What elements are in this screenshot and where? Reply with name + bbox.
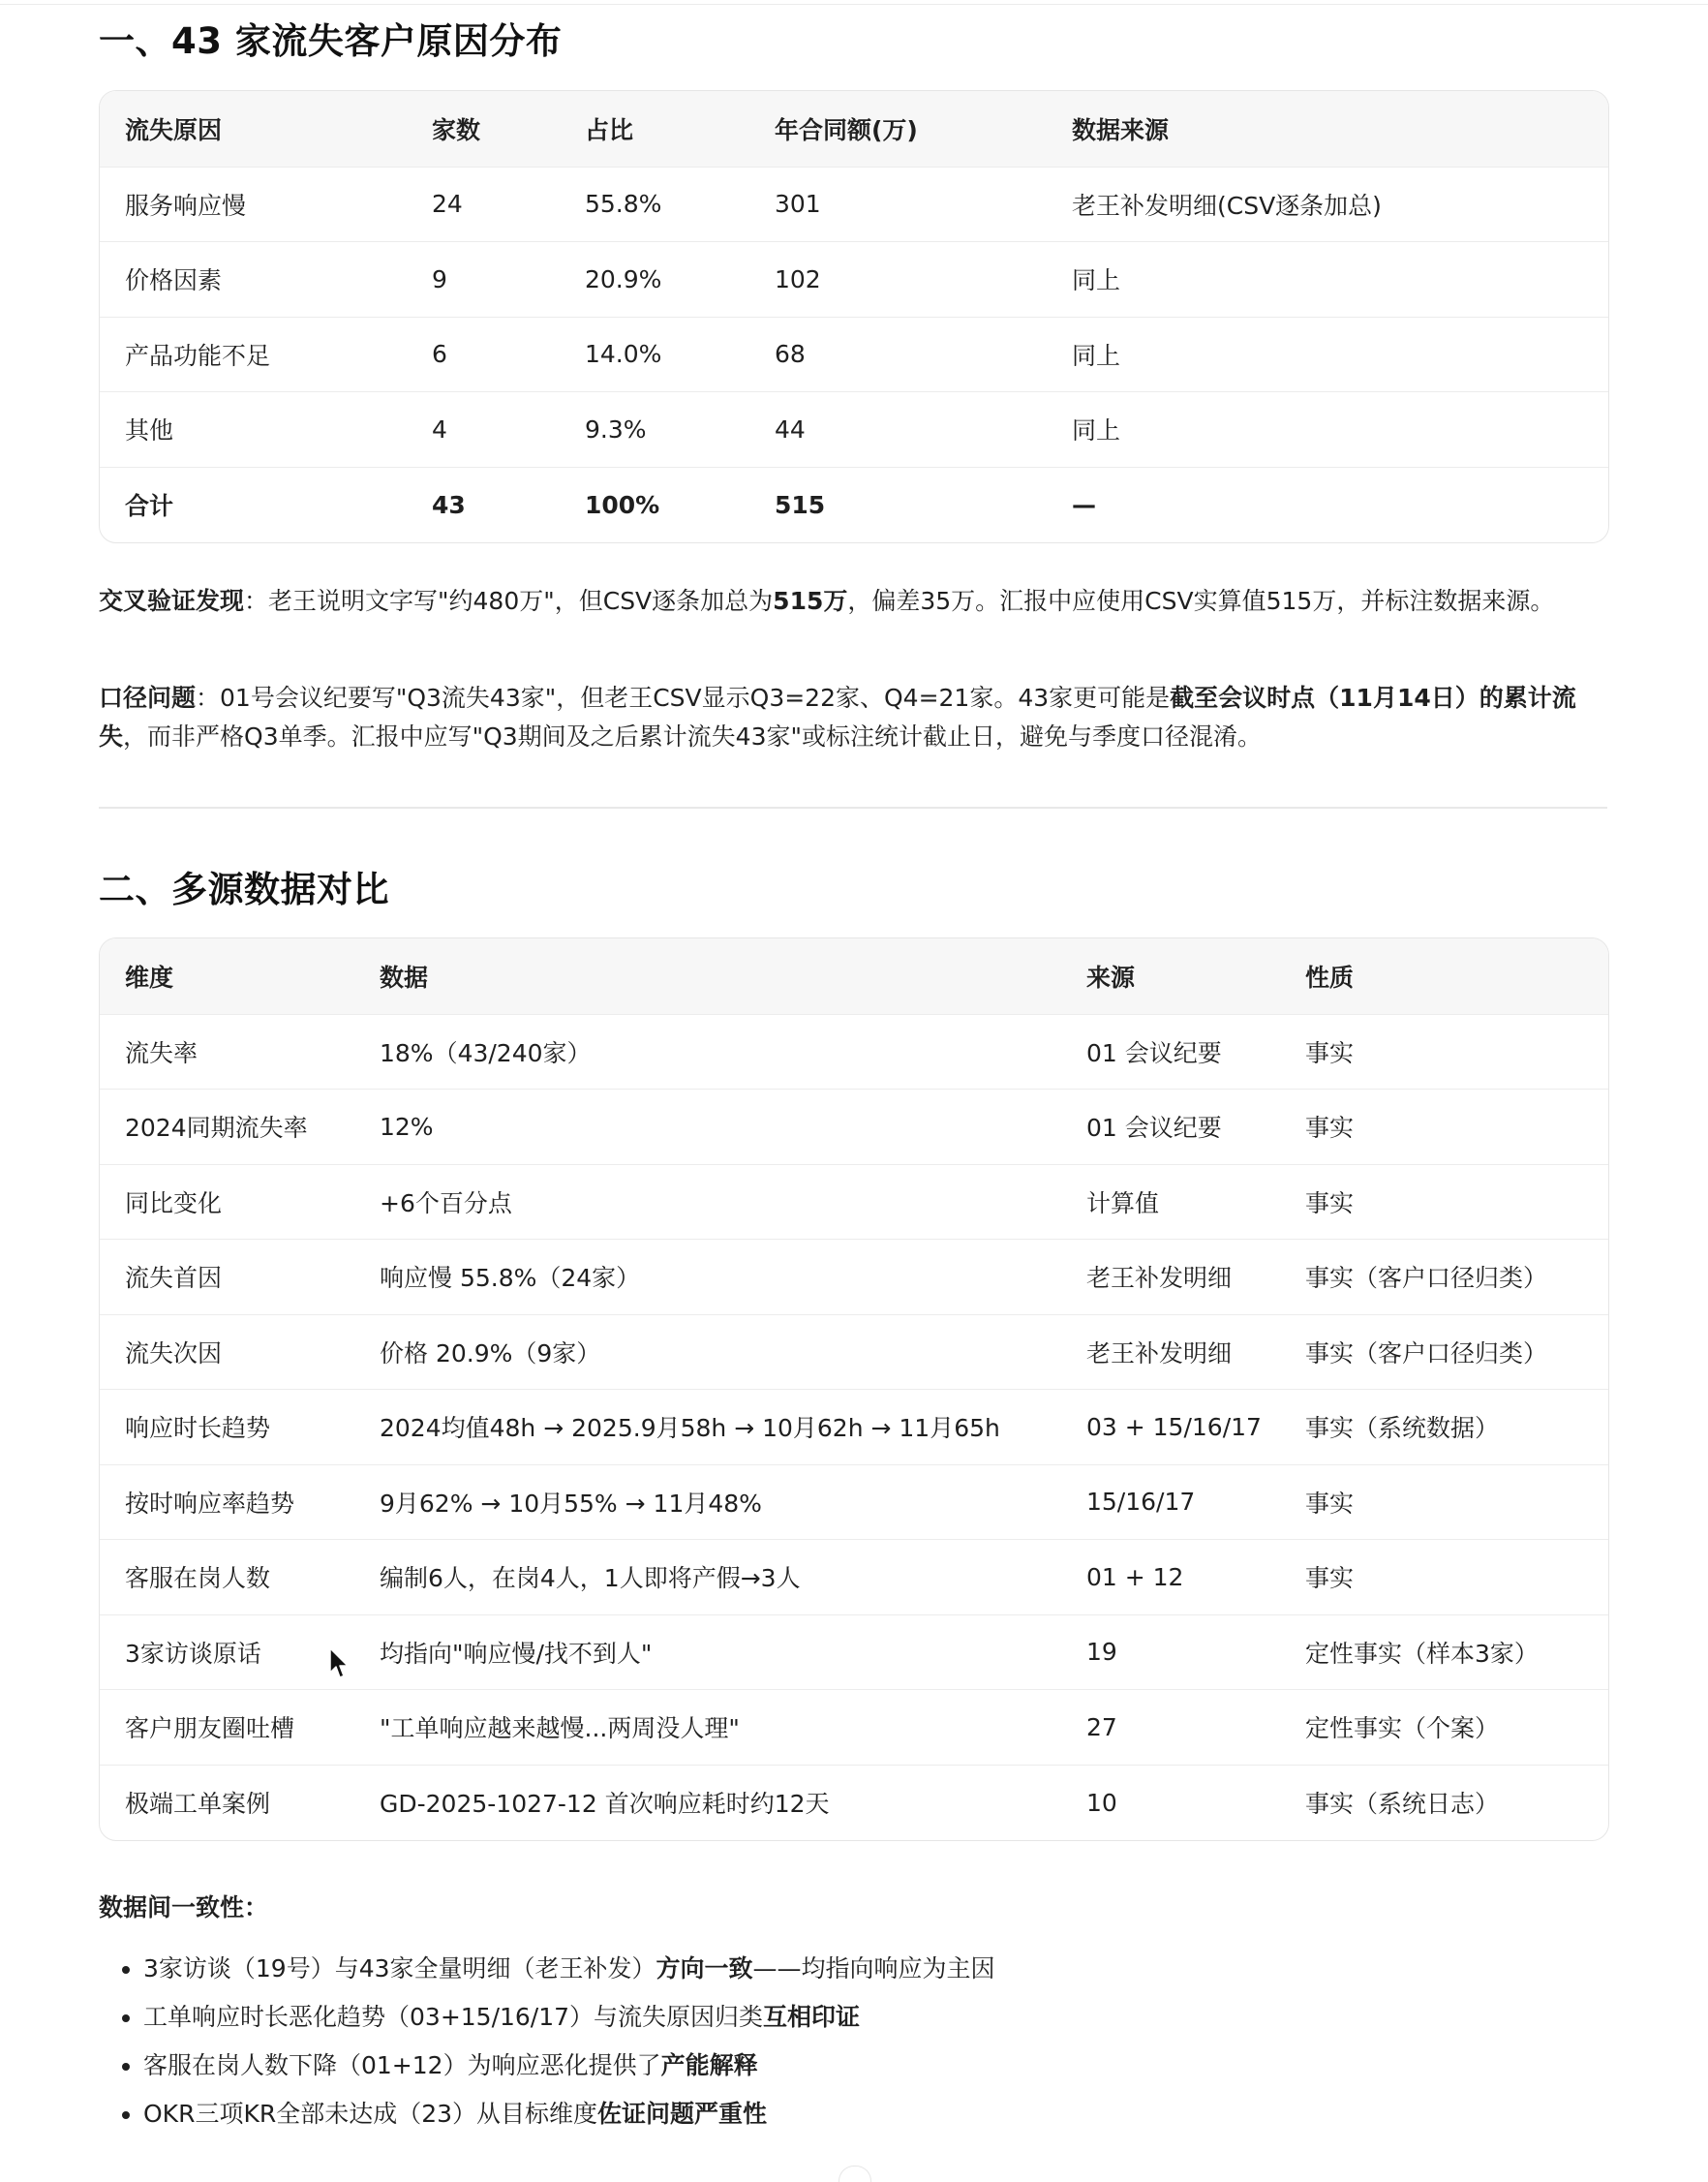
table-cell: 均指向"响应慢/找不到人" [354, 1614, 1061, 1690]
table-cell: 老王补发明细(CSV逐条加总) [1047, 167, 1608, 242]
table-cell: 同上 [1047, 242, 1608, 318]
table-cell: 极端工单案例 [125, 1790, 271, 1818]
header-cell: 流失原因 [100, 91, 407, 167]
header-cell: 数据来源 [1047, 91, 1608, 167]
table-cell: 01 + 12 [1061, 1540, 1280, 1615]
header-cell: 来源 [1061, 938, 1280, 1014]
paragraph-text: ，而非严格Q3单季。汇报中应写"Q3期间及之后累计流失43家"或标注统计截止日，避免与季度口径混淆。 [123, 722, 1262, 751]
list-item [143, 1945, 995, 1993]
table-cell: +6个百分点 [354, 1164, 1061, 1240]
table-cell: 价格因素 [100, 242, 407, 318]
list-item-emphasis: 互相印证 [763, 2003, 861, 2031]
list-item-text: 3家访谈（19号）与43家全量明细（老王补发） [143, 1954, 656, 1982]
paragraph-label: 口径问题 [99, 684, 197, 712]
section2-title: 二、多源数据对比 [99, 869, 389, 910]
table-cell: 流失次因 [100, 1314, 354, 1390]
table-row [100, 1464, 1608, 1540]
scroll-indicator[interactable] [839, 2166, 871, 2182]
list-item-text: 客服在岗人数下降（01+12）为响应恶化提供了 [143, 2051, 661, 2079]
table-row [100, 1390, 1608, 1465]
table-cell: 9.3% [560, 392, 749, 468]
table-row [100, 1614, 1608, 1690]
table-cell: 价格 20.9%（9家） [354, 1314, 1061, 1390]
table-cell: 编制6人，在岗4人，1人即将产假→3人 [354, 1540, 1061, 1615]
table-cell: 15/16/17 [1061, 1464, 1280, 1540]
list-item [143, 2090, 995, 2138]
table-cell: 01 会议纪要 [1061, 1090, 1280, 1165]
table-row [100, 1014, 1608, 1090]
table-cell: 515 [775, 490, 826, 519]
table-cell: 9月62% → 10月55% → 11月48% [354, 1464, 1061, 1540]
paragraph-emphasis: 515万 [773, 587, 848, 615]
table-row [100, 1540, 1608, 1615]
table-cell: 其他 [100, 392, 407, 468]
header-cell: 性质 [1280, 938, 1608, 1014]
table-cell: 响应时长趋势 [100, 1390, 354, 1465]
section-divider [99, 807, 1607, 809]
list-item [143, 2042, 995, 2090]
table-cell: — [1072, 490, 1096, 519]
table-row [100, 1314, 1608, 1390]
table-cell: 43 [432, 490, 466, 519]
table-cell: 流失率 [100, 1014, 354, 1090]
table-cell: 事实（客户口径归类） [1280, 1240, 1608, 1315]
consistency-title: 数据间一致性： [99, 1893, 269, 1921]
table-cell: 合计 [125, 492, 174, 520]
table-cell: 01 会议纪要 [1061, 1014, 1280, 1090]
table-cell: 客户朋友圈吐槽 [100, 1690, 354, 1766]
table-header-row [100, 938, 1608, 1014]
table-cell: 27 [1061, 1690, 1280, 1766]
header-cell: 家数 [407, 91, 560, 167]
table-cell: 301 [749, 167, 1047, 242]
consistency-list [99, 1945, 995, 2138]
list-item [143, 1993, 995, 2042]
paragraph-text: ：老王说明文字写"约480万"，但CSV逐条加总为 [244, 587, 774, 615]
list-item-text: 工单响应时长恶化趋势（03+15/16/17）与流失原因归类 [143, 2003, 764, 2031]
section1-title: 一、43 家流失客户原因分布 [99, 20, 563, 62]
table-cell: 事实 [1280, 1464, 1608, 1540]
table-cell: 事实 [1280, 1164, 1608, 1240]
paragraph-text: ，偏差35万。汇报中应使用CSV实算值515万，并标注数据来源。 [847, 587, 1555, 615]
list-item-text: ——均指向响应为主因 [752, 1954, 995, 1982]
table-cell: 55.8% [560, 167, 749, 242]
table-cell: 24 [407, 167, 560, 242]
table-cell: 计算值 [1061, 1164, 1280, 1240]
table-row [100, 167, 1608, 242]
table-cell: 44 [749, 392, 1047, 468]
table-cell: 100% [585, 490, 660, 519]
table-cell: 定性事实（样本3家） [1280, 1614, 1608, 1690]
table-cell: 12% [354, 1090, 1061, 1165]
list-item-emphasis: 方向一致 [656, 1954, 753, 1982]
table-cell: 产品功能不足 [100, 317, 407, 392]
table-cell: 事实（系统数据） [1280, 1390, 1608, 1465]
table-cell: "工单响应越来越慢...两周没人理" [354, 1690, 1061, 1766]
table-cell: 事实 [1280, 1540, 1608, 1615]
scope-issue-paragraph [99, 679, 1609, 756]
header-cell: 占比 [560, 91, 749, 167]
table-cell: 同上 [1047, 317, 1608, 392]
table-cell: 03 + 15/16/17 [1061, 1390, 1280, 1465]
table-header-row [100, 91, 1608, 167]
header-cell: 数据 [354, 938, 1061, 1014]
table-cell: 18%（43/240家） [354, 1014, 1061, 1090]
table-cell: 老王补发明细 [1061, 1240, 1280, 1315]
table-cell: 事实 [1280, 1014, 1608, 1090]
table-cell: 服务响应慢 [100, 167, 407, 242]
table-cell: 事实（客户口径归类） [1280, 1314, 1608, 1390]
list-item-text: OKR三项KR全部未达成（23）从目标维度 [143, 2100, 598, 2128]
table-cell: 102 [749, 242, 1047, 318]
paragraph-text: ：01号会议纪要写"Q3流失43家"，但老王CSV显示Q3=22家、Q4=21家。43家更可能是 [196, 684, 1171, 712]
table-cell: 响应慢 55.8%（24家） [354, 1240, 1061, 1315]
header-cell: 年合同额(万) [749, 91, 1047, 167]
paragraph-label: 交叉验证发现 [99, 587, 245, 615]
table-cell: 流失首因 [100, 1240, 354, 1315]
table-row [100, 1240, 1608, 1315]
table-row [100, 242, 1608, 318]
header-cell: 维度 [100, 938, 354, 1014]
cross-validation-paragraph [99, 582, 1609, 621]
table-row [100, 317, 1608, 392]
table-cell: 客服在岗人数 [100, 1540, 354, 1615]
table-cell: 6 [407, 317, 560, 392]
table-cell: 按时响应率趋势 [100, 1464, 354, 1540]
table-row [100, 1765, 1608, 1840]
table-cell: 20.9% [560, 242, 749, 318]
table-row [100, 1690, 1608, 1766]
top-divider [0, 4, 1708, 5]
table-row [100, 1090, 1608, 1165]
table-cell: 2024同期流失率 [100, 1090, 354, 1165]
mouse-cursor-icon [329, 1647, 351, 1680]
table-cell: 9 [407, 242, 560, 318]
table-cell: 老王补发明细 [1061, 1314, 1280, 1390]
list-item-emphasis: 佐证问题严重性 [597, 2100, 768, 2128]
table-cell: 10 [1086, 1788, 1117, 1817]
table-total-row [100, 467, 1608, 542]
table-cell: GD-2025-1027-12 首次响应耗时约12天 [380, 1790, 830, 1818]
table-cell: 68 [749, 317, 1047, 392]
table-cell: 同上 [1047, 392, 1608, 468]
multi-source-table [99, 937, 1609, 1841]
table-cell: 14.0% [560, 317, 749, 392]
table-cell: 定性事实（个案） [1280, 1690, 1608, 1766]
table-cell: 事实 [1280, 1090, 1608, 1165]
table-row [100, 392, 1608, 468]
table-cell: 2024均值48h → 2025.9月58h → 10月62h → 11月65h [354, 1390, 1061, 1465]
table-cell: 同比变化 [100, 1164, 354, 1240]
table-cell: 3家访谈原话 [100, 1614, 354, 1690]
list-item-emphasis: 产能解释 [660, 2051, 758, 2079]
table-cell: 19 [1061, 1614, 1280, 1690]
table-row [100, 1164, 1608, 1240]
table-cell: 4 [407, 392, 560, 468]
table-cell: 事实（系统日志） [1305, 1790, 1500, 1818]
paragraph-emphasis: 截至会议时点（11月14日）的累计流失 [99, 684, 1576, 751]
churn-reason-table [99, 90, 1609, 543]
